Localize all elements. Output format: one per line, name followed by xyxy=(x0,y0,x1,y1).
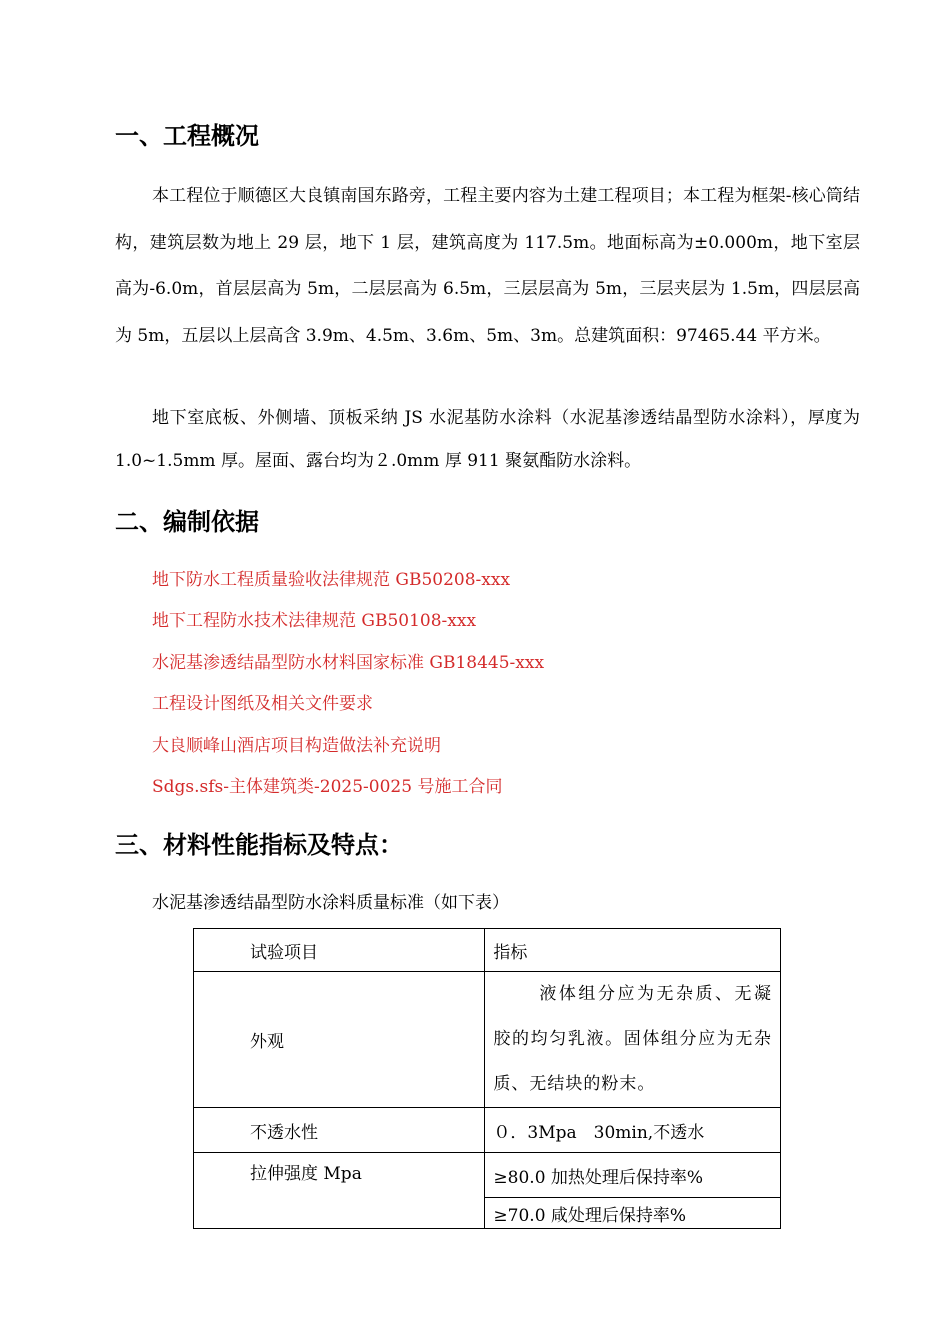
reference-item: 地下工程防水技术法律规范 GB50108-xxx xyxy=(152,611,477,632)
overview-paragraph: 本工程位于顺德区大良镇南国东路旁，工程主要内容为土建工程项目；本工程为框架-核心筒结构，建筑层数为地上 29 层，地下 1 层，建筑高度为 117.5m。地面标高为±0.000m，地下室层高为-6.0m，首层层高为 5m，二层层高为 6.5m，三层层高为 5m，三层夹层为 1.5m，四层层高为 5m，五层以上层高含 3.9m、4.5m、3.6m、5m、3m。总建筑面积：97465.44 平方米。 xyxy=(115,186,860,346)
table-header-row xyxy=(194,929,781,972)
reference-item: 地下防水工程质量验收法律规范 GB50208-xxx xyxy=(152,570,511,590)
table-row xyxy=(194,1108,781,1153)
reference-item: 工程设计图纸及相关文件要求 xyxy=(152,694,373,715)
table-row xyxy=(194,1153,781,1198)
reference-item: 水泥基渗透结晶型防水材料国家标准 GB18445-xxx xyxy=(152,652,545,673)
table-cell-value xyxy=(485,972,781,1108)
table-cell-value: ≥80.0 加热处理后保持率% xyxy=(485,1153,781,1198)
table-cell-value: ≥70.0 咸处理后保持率% xyxy=(485,1198,781,1229)
appearance-value-text: 液体组分应为无杂质、无凝胶的均匀乳液。固体组分应为无杂质、无结块的粉末。 xyxy=(493,984,772,1094)
section-heading-overview: 一、工程概况 xyxy=(115,122,259,150)
waterproof-paragraph: 地下室底板、外侧墙、顶板采纳 JS 水泥基防水涂料（水泥基渗透结晶型防水涂料），厚度为 1.0~1.5mm 厚。屋面、露台均为２.0mm 厚 911 聚氨酯防水涂料。 xyxy=(115,408,860,471)
table-cell-item: 不透水性 xyxy=(194,1108,485,1153)
table-row xyxy=(194,972,781,1108)
section-heading-materials: 三、材料性能指标及特点： xyxy=(115,831,403,859)
quality-standard-table xyxy=(193,928,781,1229)
reference-item: Sdgs.sfs-主体建筑类-2025-0025 号施工合同 xyxy=(152,776,503,797)
header-test-item: 试验项目 xyxy=(194,929,485,972)
reference-item: 大良顺峰山酒店项目构造做法补充说明 xyxy=(152,735,441,756)
section-heading-basis: 二、编制依据 xyxy=(115,508,259,536)
reference-list xyxy=(152,566,544,814)
table-cell-value: ０．3Mpa 30min,不透水 xyxy=(485,1108,781,1153)
header-indicator: 指标 xyxy=(485,929,781,972)
table-cell-item: 拉伸强度 Mpa xyxy=(194,1153,485,1229)
table-caption: 水泥基渗透结晶型防水涂料质量标准（如下表） xyxy=(152,893,509,913)
table-cell-item: 外观 xyxy=(194,972,485,1108)
